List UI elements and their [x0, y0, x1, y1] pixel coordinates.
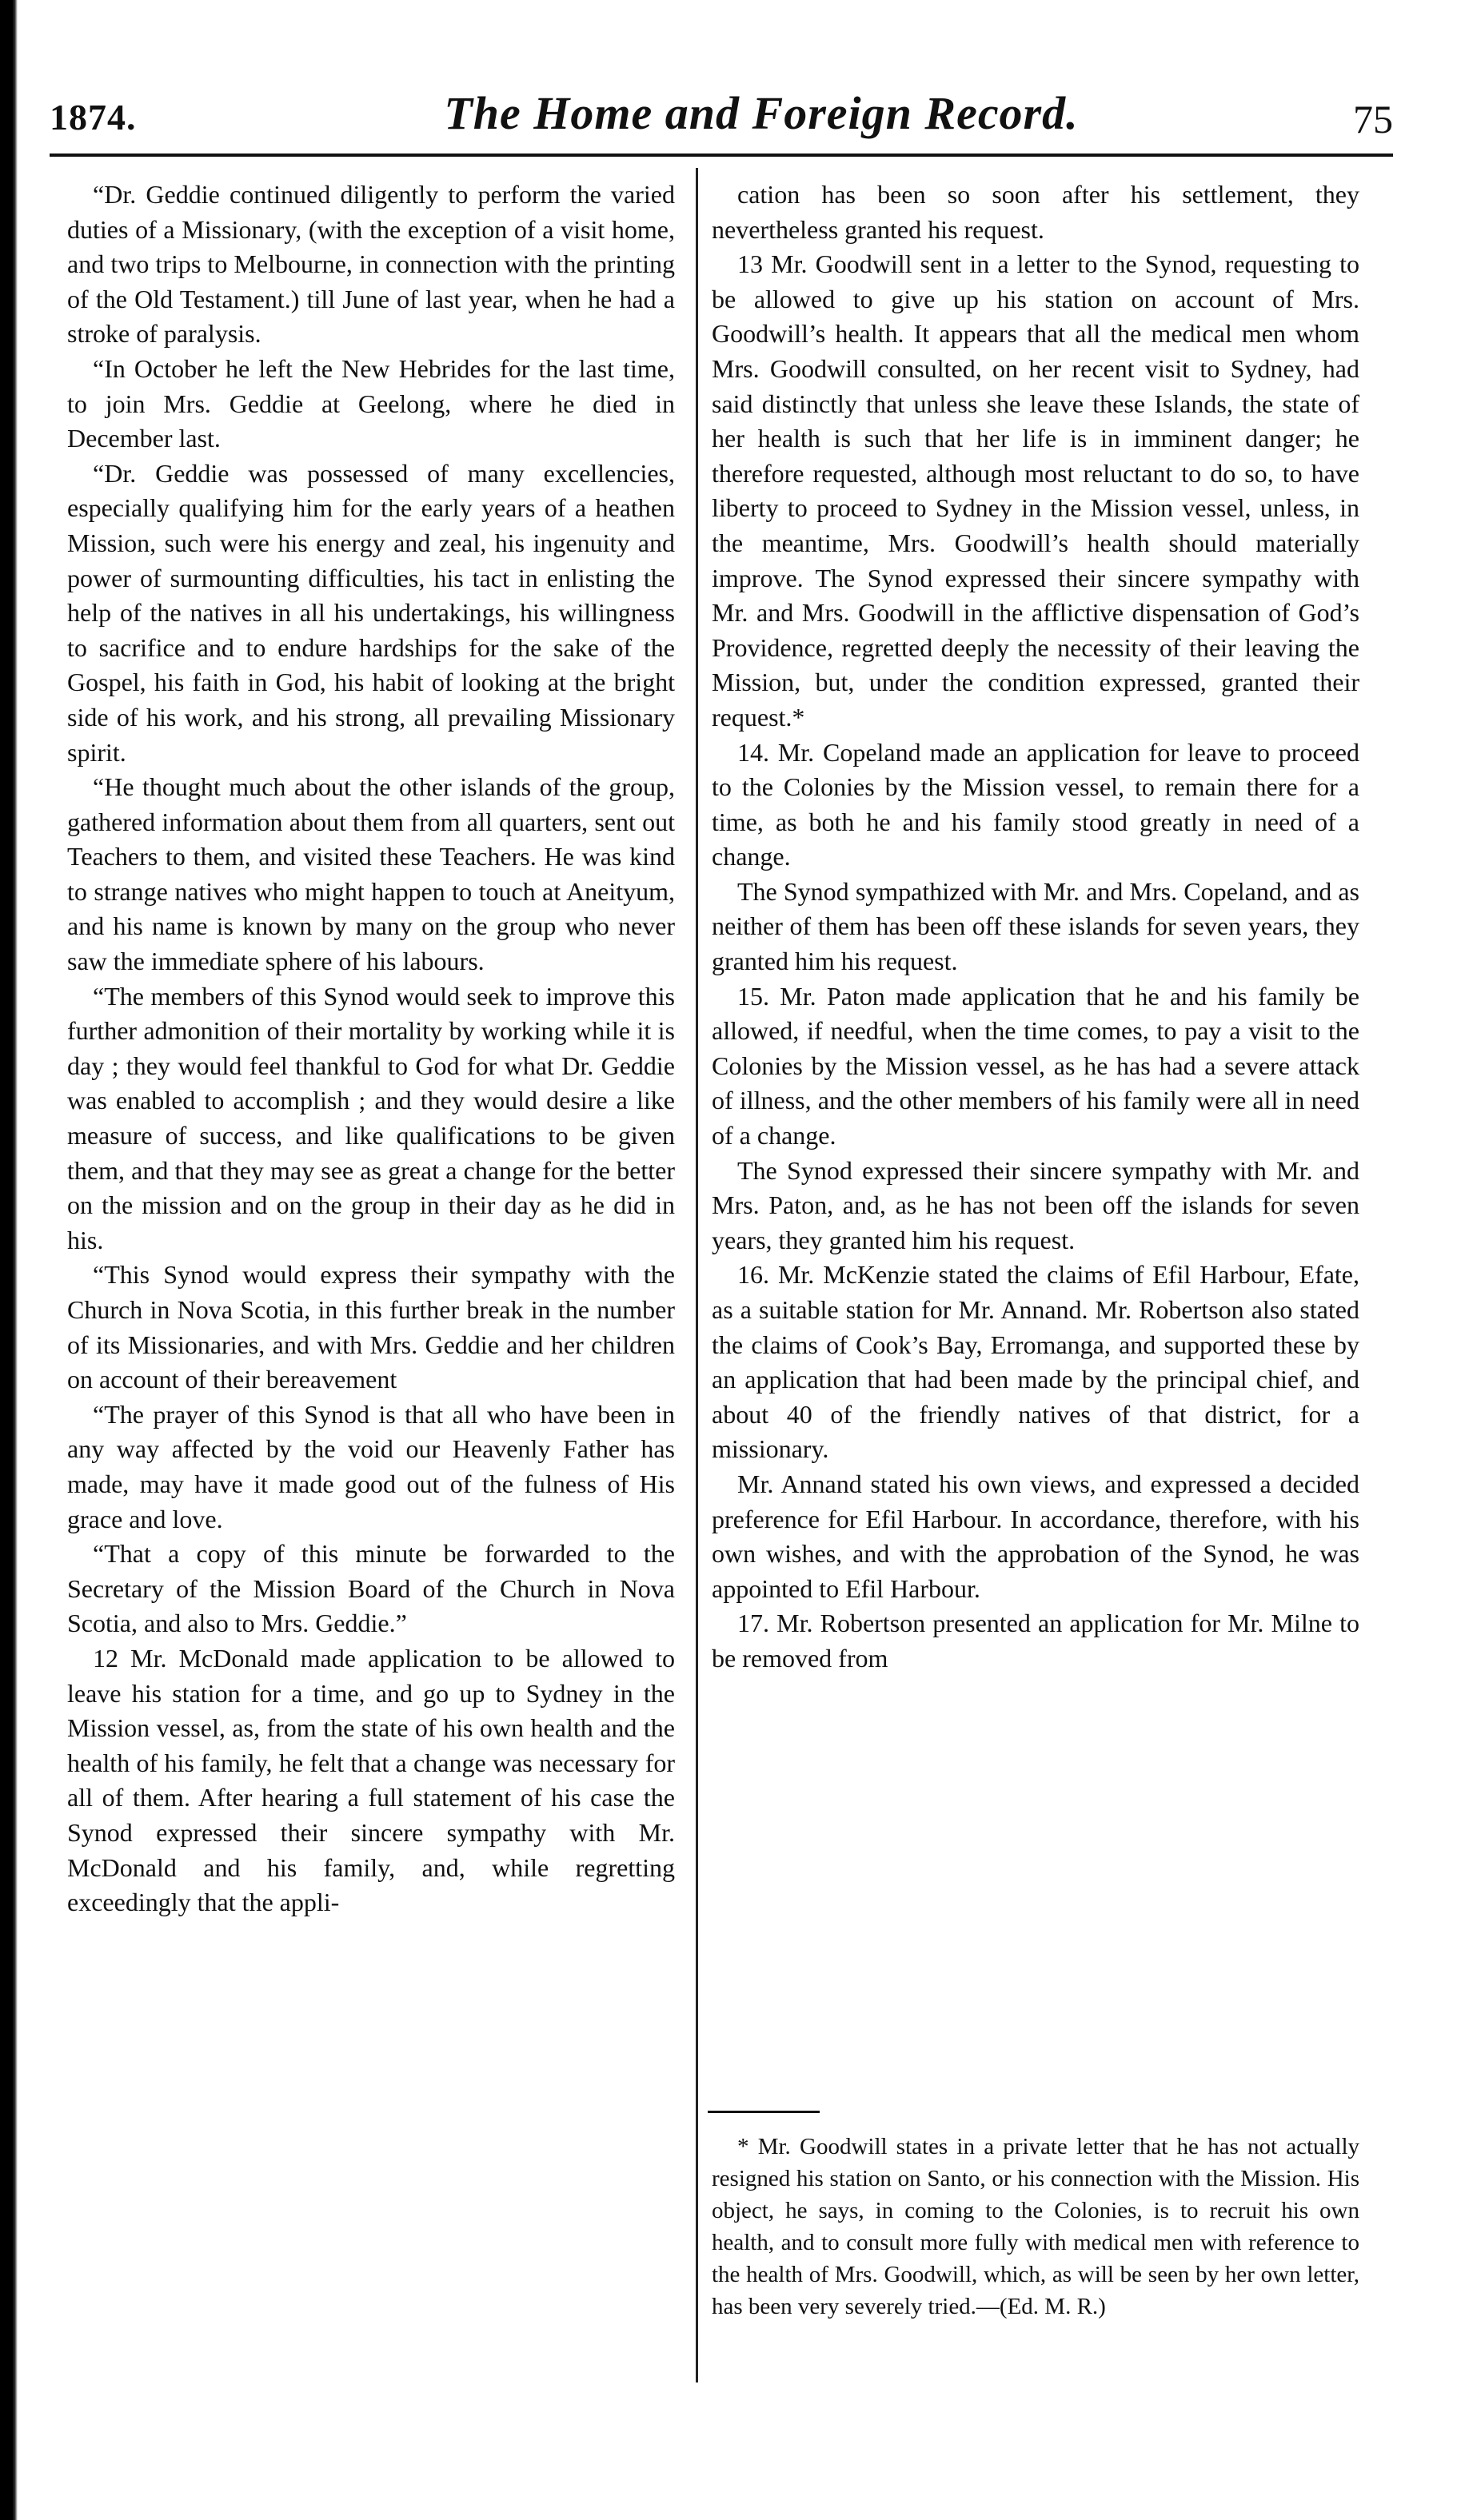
paragraph: “The members of this Synod would seek to improve this further admonition of their mortality by working while it is day ; they would feel thankful to God for what Dr. Geddie was enabled to accomplish ; and they would desire a like measure of success, and like qualifications to be given them, and that they may see as great a change for the better on the mission and on the group in their day as he did in his.	[67, 981, 675, 1254]
footnote	[712, 2131, 1359, 2323]
paragraph: “Dr. Geddie continued diligently to perform the varied duties of a Missionary, (with the exception of a visit home, and two trips to Melbourne, in connection with the printing of the Old Testament.) till June of last year, when he had a stroke of paralysis.	[67, 180, 675, 349]
left-column	[67, 177, 675, 1920]
paragraph: 17. Mr. Robertson presented an application for Mr. Milne to be removed from	[712, 1609, 1359, 1673]
header-year: 1874.	[50, 97, 137, 138]
paragraph: 14. Mr. Copeland made an application for leave to proceed to the Colonies by the Mission vessel, to remain there for a time, as both he and his family stood greatly in need of a change.	[712, 737, 1359, 871]
paragraph: Mr. Annand stated his own views, and expressed a decided preference for Efil Harbour. In accordance, therefore, with his own wishes, and with the approbation of the Synod, he was appointed to Efil Harbour.	[712, 1469, 1359, 1603]
paragraph: “This Synod would express their sympathy with the Church in Nova Scotia, in this further break in the number of its Missionaries, and with Mrs. Geddie and her children on account of their bereavement	[67, 1260, 675, 1394]
footnote-rule	[708, 2111, 820, 2113]
right-column	[712, 177, 1359, 1677]
paragraph: “In October he left the New Hebrides for the last time, to join Mrs. Geddie at Geelong, where he died in December last.	[67, 353, 675, 453]
paragraph: The Synod sympathized with Mr. and Mrs. Copeland, and as neither of them has been off these islands for seven years, they granted him his request.	[712, 876, 1359, 976]
paragraph: 16. Mr. McKenzie stated the claims of Efil Harbour, Efate, as a suitable station for Mr. Annand. Mr. Robertson also stated the claims of Cook’s Bay, Erromanga, and supported these by an application that had been made by the principal chief, and about 40 of the friendly natives of that district, for a missionary.	[712, 1260, 1359, 1464]
journal-title: The Home and Foreign Record.	[444, 87, 1079, 139]
page-number: 75	[1353, 97, 1393, 142]
page-header	[50, 86, 1393, 154]
page-binding-edge	[0, 0, 18, 2520]
paragraph: The Synod expressed their sincere sympathy with Mr. and Mrs. Paton, and, as he has not been off the islands for seven years, they granted him his request.	[712, 1155, 1359, 1254]
paragraph: cation has been so soon after his settlement, they nevertheless granted his request.	[712, 180, 1359, 244]
paragraph: “He thought much about the other islands of the group, gathered information about them from all quarters, sent out Teachers to them, and visited these Teachers. He was kind to strange natives who might happen to touch at Aneityum, and his name is known by many on the group who never saw the immediate sphere of his labours.	[67, 772, 675, 976]
footnote-text: * Mr. Goodwill states in a private letter that he has not actually resigned his station on Santo, or his connection with the Mission. His object, he says, in coming to the Colonies, is to recruit his own health, and to consult more fully with medical men with reference to the health of Mrs. Goodwill, which, as will be seen by her own letter, has been very severely tried.—(Ed. M. R.)	[712, 2134, 1359, 2319]
paragraph: “Dr. Geddie was possessed of many excellencies, especially qualifying him for the early years of a heathen Mission, such were his energy and zeal, his ingenuity and power of surmounting difficulties, his tact in enlisting the help of the natives in all his undertakings, his willingness to sacrifice and to endure hardships for the sake of the Gospel, his faith in God, his habit of looking at the bright side of his work, and his strong, all prevailing Missionary spirit.	[67, 458, 675, 767]
paragraph: 15. Mr. Paton made application that he and his family be allowed, if needful, when the time comes, to pay a visit to the Colonies by the Mission vessel, as he has had a severe attack of illness, and the other members of his family were all in need of a change.	[712, 981, 1359, 1150]
paragraph: “The prayer of this Synod is that all who have been in any way affected by the void our Heavenly Father has made, may have it made good out of the fulness of His grace and love.	[67, 1399, 675, 1533]
paragraph: 12 Mr. McDonald made application to be allowed to leave his station for a time, and go up to Sydney in the Mission vessel, as, from the state of his own health and the health of his family, he felt that a change was necessary for all of them. After hearing a full statement of his case the Synod expressed their sincere sympathy with Mr. McDonald and his family, and, while regretting exceedingly that the appli-	[67, 1643, 675, 1917]
column-divider	[696, 168, 698, 2382]
paragraph: “That a copy of this minute be forwarded to the Secretary of the Mission Board of the Church in Nova Scotia, and also to Mrs. Geddie.”	[67, 1539, 675, 1638]
paragraph: 13 Mr. Goodwill sent in a letter to the Synod, requesting to be allowed to give up his station on account of Mrs. Goodwill’s health. It appears that all the medical men whom Mrs. Goodwill consulted, on her recent visit to Sydney, had said distinctly that unless she leave these Islands, the state of her health is such that her life is in imminent danger; he therefore requested, although most reluctant to do so, to have liberty to proceed to Sydney in the Mission vessel, unless, in the meantime, Mrs. Goodwill’s health should materially improve. The Synod expressed their sincere sympathy with Mr. and Mrs. Goodwill in the afflictive dispensation of God’s Providence, regretted deeply the necessity of their leaving the Mission, but, under the condition expressed, granted their request.*	[712, 249, 1359, 732]
header-rule	[50, 154, 1393, 157]
